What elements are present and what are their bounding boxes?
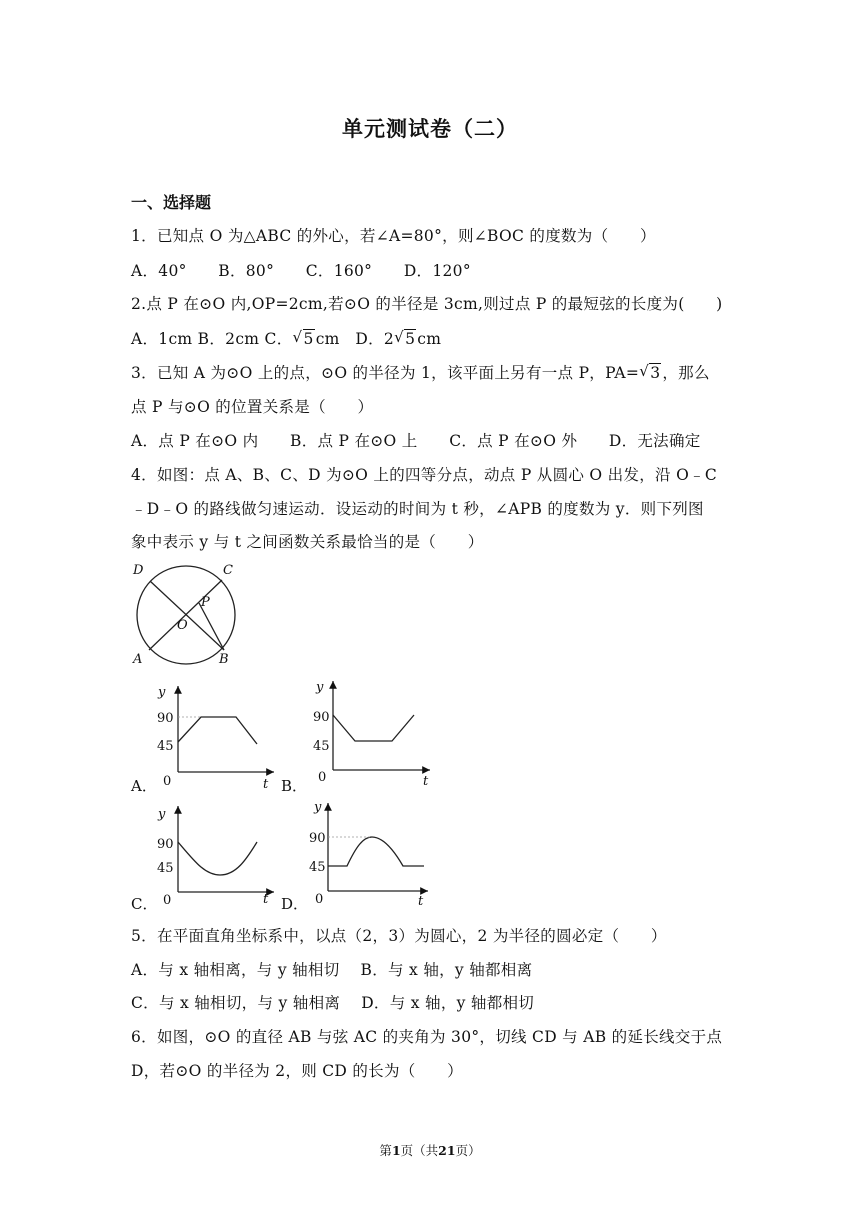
- label-c: C: [223, 563, 233, 578]
- graph-b: [300, 675, 438, 787]
- graph-label-b: B．: [281, 777, 308, 795]
- tick-45: 45: [313, 739, 330, 754]
- q3-options: A．点 P 在⊙O 内 B．点 P 在⊙O 上 C．点 P 在⊙O 外 D．无法确定: [131, 432, 701, 450]
- axis-label-y: y: [314, 800, 322, 815]
- q2-option-b: B．2cm: [197, 330, 260, 348]
- sqrt-symbol: [640, 364, 661, 382]
- q5-stem: 5．在平面直角坐标系中，以点（2，3）为圆心，2 为半径的圆必定（ ）: [131, 927, 667, 945]
- q5-options-cd: C．与 x 轴相切，与 y 轴相离 D．与 x 轴，y 轴都相切: [131, 994, 535, 1012]
- graph-label-d: D．: [281, 895, 309, 913]
- q1-options: A．40° B．80° C．160° D．120°: [131, 262, 471, 280]
- graph-c-curve: [178, 842, 257, 875]
- tick-zero: 0: [163, 774, 172, 789]
- axis-label-y: y: [158, 807, 166, 822]
- tick-90: 90: [157, 837, 174, 852]
- label-a: A: [133, 652, 143, 666]
- graph-label-c: C．: [131, 895, 158, 913]
- axis-label-t: t: [423, 774, 429, 787]
- q4-line2: ﹣D﹣O 的路线做匀速运动．设运动的时间为 t 秒，∠APB 的度数为 y．则下列图: [131, 500, 704, 518]
- graph-a-curve: [178, 717, 257, 744]
- graph-c: [150, 800, 285, 910]
- graph-b-curve: [333, 715, 414, 741]
- tick-90: 90: [309, 831, 326, 846]
- tick-zero: 0: [315, 892, 324, 907]
- tick-zero: 0: [318, 770, 327, 785]
- graph-label-a: A．: [131, 777, 157, 795]
- q2-option-d-coef: 2: [383, 330, 395, 348]
- label-o: O: [177, 618, 188, 633]
- tick-90: 90: [157, 711, 174, 726]
- q3-pa-label: PA=: [605, 364, 640, 382]
- sqrt-symbol: [294, 330, 315, 348]
- footer-mid: 页（共: [400, 1143, 439, 1158]
- footer-suffix: 页）: [455, 1143, 481, 1158]
- axis-label-y: y: [158, 685, 166, 700]
- q5-options-ab: A．与 x 轴相离，与 y 轴相切 B．与 x 轴，y 轴都相离: [131, 961, 533, 979]
- q2-option-c-prefix: C．: [264, 330, 293, 348]
- graph-d-curve: [328, 837, 424, 866]
- q3-stem-line1: [131, 361, 710, 383]
- q4-line3: 象中表示 y 与 t 之间函数关系最恰当的是（ ）: [131, 533, 484, 551]
- q6-line1: 6．如图，⊙O 的直径 AB 与弦 AC 的夹角为 30°，切线 CD 与 AB 的延长线交于点: [131, 1028, 723, 1046]
- tick-90: 90: [313, 710, 330, 725]
- tick-45: 45: [309, 860, 326, 875]
- tick-45: 45: [157, 861, 174, 876]
- graph-a: [150, 680, 285, 792]
- axis-label-y: y: [316, 680, 324, 695]
- footer-total-pages: 21: [438, 1143, 456, 1158]
- graph-d: [300, 797, 438, 909]
- sqrt-symbol: [395, 330, 416, 348]
- q2-options: [131, 327, 441, 349]
- axis-label-t: t: [263, 777, 269, 792]
- page-title: 单元测试卷（二）: [342, 116, 518, 141]
- section-heading: 一、选择题: [131, 193, 212, 212]
- q3-pa-radicand: 3: [650, 364, 661, 382]
- label-d: D: [133, 563, 144, 578]
- q1-stem: 1．已知点 O 为△ABC 的外心，若∠A=80°，则∠BOC 的度数为（ ）: [131, 227, 656, 245]
- circle-figure: [128, 560, 246, 666]
- axis-label-t: t: [263, 892, 269, 907]
- tick-45: 45: [157, 739, 174, 754]
- label-p: P: [201, 595, 210, 610]
- footer-prefix: 第: [379, 1143, 392, 1158]
- q2-option-d-prefix: D．: [355, 330, 384, 348]
- q2-option-d-unit: cm: [417, 330, 442, 348]
- q6-line2: D，若⊙O 的半径为 2，则 CD 的长为（ ）: [131, 1062, 463, 1080]
- q2-stem: 2.点 P 在⊙O 内,OP=2cm,若⊙O 的半径是 3cm,则过点 P 的最短弦的长度为( ): [131, 295, 723, 313]
- q2-option-a: A．1cm: [131, 330, 193, 348]
- q2-option-c-radicand: 5: [303, 330, 314, 348]
- axis-label-t: t: [418, 894, 424, 909]
- q3-stem-line2: 点 P 与⊙O 的位置关系是（ ）: [131, 398, 374, 416]
- q3-stem-a: 3．已知 A 为⊙O 上的点，⊙O 的半径为 1，该平面上另有一点 P，: [131, 364, 606, 382]
- chord-d-b: [150, 581, 224, 650]
- footer-page-number: 1: [391, 1143, 401, 1158]
- q2-option-d-radicand: 5: [405, 330, 416, 348]
- page-footer: [0, 1141, 860, 1159]
- label-b: B: [219, 652, 229, 666]
- segment-p-b: [199, 603, 224, 650]
- q2-option-c-unit: cm: [315, 330, 340, 348]
- tick-zero: 0: [163, 893, 172, 908]
- q3-stem-b: ，那么: [662, 364, 710, 382]
- q4-line1: 4．如图：点 A、B、C、D 为⊙O 上的四等分点，动点 P 从圆心 O 出发，沿 O﹣C: [131, 466, 718, 484]
